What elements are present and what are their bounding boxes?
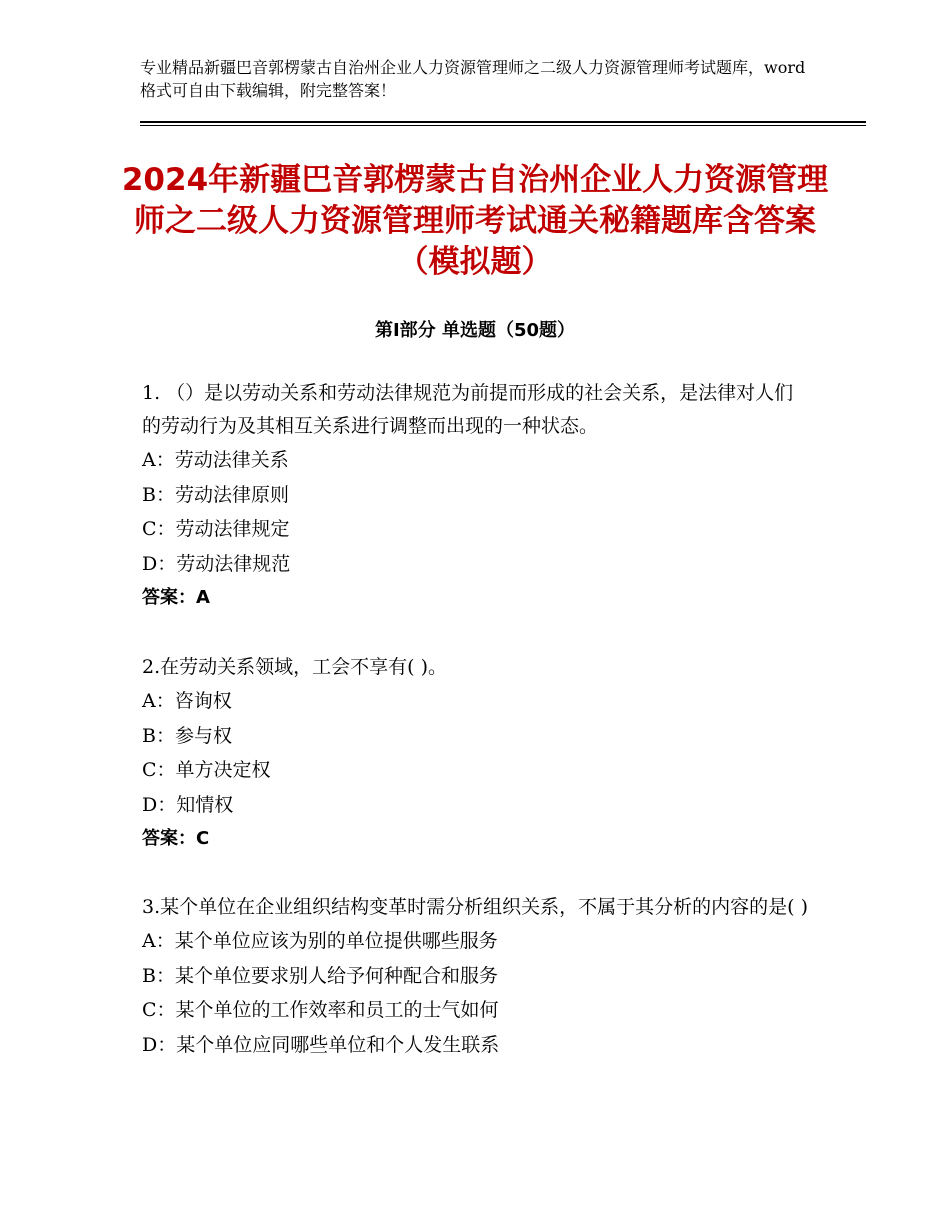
section-title: 第Ⅰ部分 单选题（50题） [374, 320, 575, 341]
option-a: A：咨询权 [142, 690, 232, 712]
question-2 [142, 651, 812, 857]
option-a: A：劳动法律关系 [142, 449, 289, 471]
answer: 答案：A [142, 587, 210, 608]
option-b: B：参与权 [142, 724, 232, 747]
question-1 [142, 377, 812, 616]
option-b: B：劳动法律原则 [142, 483, 289, 506]
option-c: C：劳动法律规定 [142, 518, 290, 540]
option-b: B：某个单位要求别人给予何种配合和服务 [142, 964, 498, 987]
question-text: 1. （）是以劳动关系和劳动法律规范为前提而形成的社会关系，是法律对人们的劳动行为及其相互关系进行调整而出现的一种状态。 [142, 382, 794, 437]
question-text: 3.某个单位在企业组织结构变革时需分析组织关系，不属于其分析的内容的是( ) [142, 896, 808, 918]
question-text: 2.在劳动关系领域，工会不享有( )。 [142, 656, 447, 678]
document-title: 2024年新疆巴音郭楞蒙古自治州企业人力资源管理师之二级人力资源管理师考试通关秘籍题库含答案（模拟题） [121, 162, 829, 280]
header-note: 专业精品新疆巴音郭楞蒙古自治州企业人力资源管理师之二级人力资源管理师考试题库，word格式可自由下载编辑，附完整答案！ [140, 58, 806, 100]
header-rule-thin [140, 125, 866, 126]
option-d: D：知情权 [142, 793, 234, 816]
option-c: C：单方决定权 [142, 759, 271, 781]
option-d: D：劳动法律规范 [142, 552, 291, 575]
option-d: D：某个单位应同哪些单位和个人发生联系 [142, 1033, 500, 1056]
question-3 [142, 891, 812, 1062]
option-c: C：某个单位的工作效率和员工的士气如何 [142, 999, 499, 1021]
header-rule-thick [140, 121, 866, 123]
answer: 答案：C [142, 828, 210, 849]
option-a: A：某个单位应该为别的单位提供哪些服务 [142, 930, 498, 952]
